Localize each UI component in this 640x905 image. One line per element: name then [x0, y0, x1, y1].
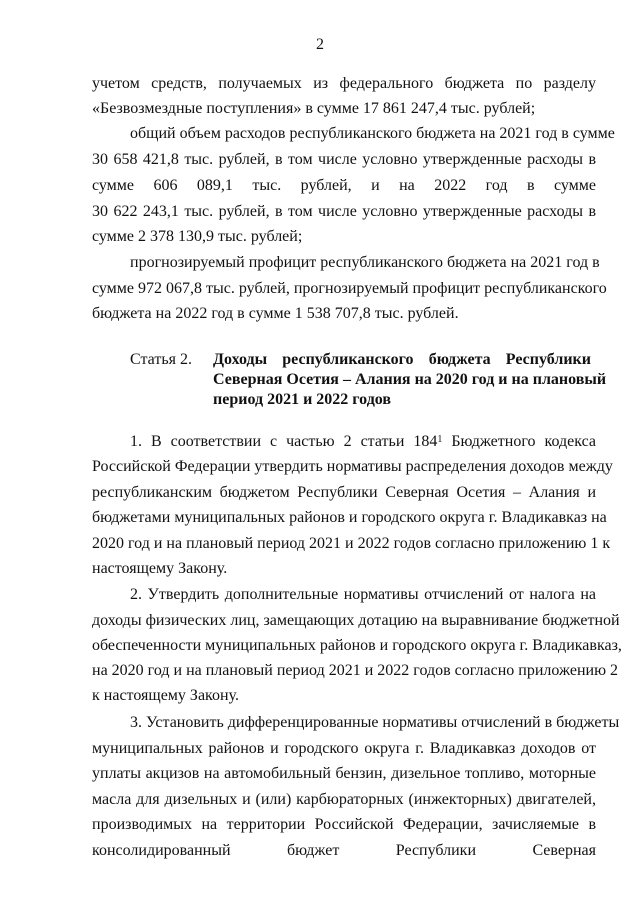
- text-line: [130, 432, 596, 452]
- text-line: 3. Установить дифференцированные нормативы отчислений в бюджеты: [130, 714, 620, 731]
- text-line: обеспеченности муниципальных районов и городского округа г. Владикавказ,: [92, 637, 622, 654]
- text-line: уплаты акцизов на автомобильный бензин, дизельное топливо, моторные: [92, 765, 596, 782]
- text-line: республиканским бюджетом Республики Северная Осетия – Алания и: [92, 484, 596, 501]
- text-line: 2. Утвердить дополнительные нормативы отчислений от налога на: [130, 586, 596, 603]
- text-line: Российской Федерации утвердить нормативы распределения доходов между: [92, 458, 613, 475]
- text-line: общий объем расходов республиканского бюджета на 2021 год в сумме: [130, 125, 615, 142]
- text-line: учетом средств, получаемых из федерального бюджета по разделу: [92, 75, 596, 92]
- text-line: масла для дизельных и (или) карбюраторных (инжекторных) двигателей,: [92, 791, 596, 808]
- article-title-line: период 2021 и 2022 годов: [213, 391, 392, 408]
- article-title-line: Северная Осетия – Алания на 2020 год и на плановый: [213, 371, 607, 388]
- text-line: «Безвозмездные поступления» в сумме 17 861 247,4 тыс. рублей;: [92, 100, 536, 117]
- article-number: Статья 2.: [130, 351, 192, 368]
- text-line: консолидированный бюджет Республики Северная: [92, 842, 596, 859]
- text-line: производимых на территории Российской Федерации, зачисляемые в: [92, 816, 596, 833]
- text-line: на 2020 год и на плановый период 2021 и 2022 годов согласно приложению 2: [92, 662, 619, 679]
- superscript: 1: [437, 434, 443, 445]
- page-number: 2: [316, 36, 324, 53]
- text-line: сумме 606 089,1 тыс. рублей, и на 2022 год в сумме: [92, 177, 596, 194]
- text-line: к настоящему Закону.: [92, 687, 239, 704]
- text-line: настоящему Закону.: [92, 560, 228, 577]
- text-line: доходы физических лиц, замещающих дотацию на выравнивание бюджетной: [92, 612, 620, 629]
- article-title-line: Доходы республиканского бюджета Республики: [213, 351, 591, 368]
- text-line: муниципальных районов и городского округа г. Владикавказ доходов от: [92, 740, 596, 757]
- text-fragment: Бюджетного кодекса: [442, 433, 597, 450]
- text-line: 30 622 243,1 тыс. рублей, в том числе условно утвержденные расходы в: [92, 203, 596, 220]
- text-line: сумме 972 067,8 тыс. рублей, прогнозируемый профицит республиканского: [92, 280, 607, 297]
- text-line: 2020 год и на плановый период 2021 и 2022 годов согласно приложению 1 к: [92, 535, 611, 552]
- text-line: бюджета на 2022 год в сумме 1 538 707,8 тыс. рублей.: [92, 305, 459, 322]
- text-line: 30 658 421,8 тыс. рублей, в том числе условно утвержденные расходы в: [92, 151, 596, 168]
- text-line: прогнозируемый профицит республиканского бюджета на 2021 год в: [130, 254, 600, 271]
- text-line: бюджетами муниципальных районов и городского округа г. Владикавказ на: [92, 509, 607, 526]
- text-fragment: 1. В соответствии с частью 2 статьи 184: [130, 433, 438, 450]
- text-line: сумме 2 378 130,9 тыс. рублей;: [92, 228, 303, 245]
